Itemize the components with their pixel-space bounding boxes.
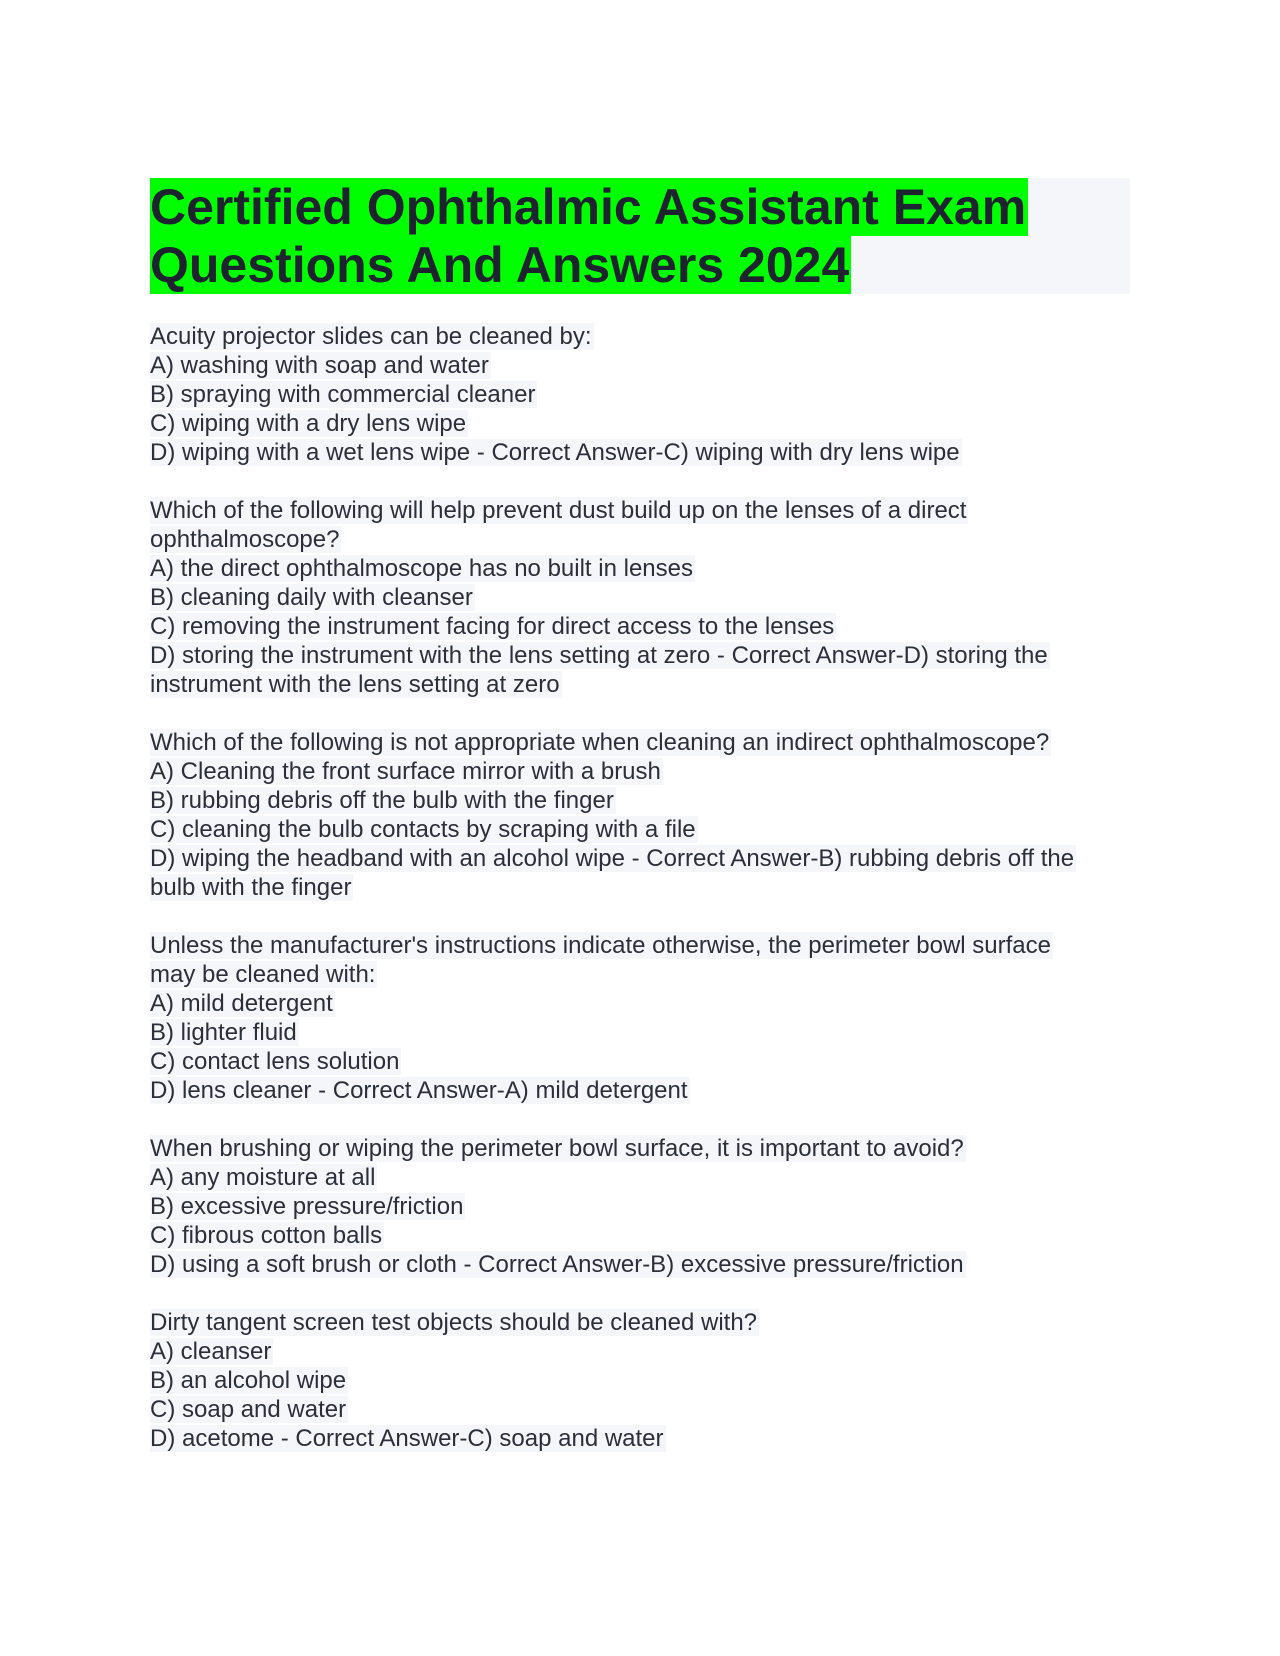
question-block <box>150 728 1130 902</box>
answer-option-text: D) using a soft brush or cloth - Correct Answer-B) excessive pressure/friction <box>150 1251 964 1278</box>
question-line <box>150 960 1130 989</box>
answer-option-text: B) excessive pressure/friction <box>150 1193 464 1220</box>
question-line <box>150 554 1130 583</box>
question-line <box>150 351 1130 380</box>
question-line <box>150 1076 1130 1105</box>
question-line <box>150 1250 1130 1279</box>
answer-option-text: A) mild detergent <box>150 990 333 1017</box>
answer-option-text: A) washing with soap and water <box>150 352 489 379</box>
question-block <box>150 1134 1130 1279</box>
question-line <box>150 496 1130 525</box>
question-line <box>150 815 1130 844</box>
answer-option-text: C) fibrous cotton balls <box>150 1222 383 1249</box>
question-line <box>150 1424 1130 1453</box>
question-line <box>150 1308 1130 1337</box>
question-line <box>150 1163 1130 1192</box>
question-line <box>150 786 1130 815</box>
question-text: Dirty tangent screen test objects should be cleaned with? <box>150 1309 758 1336</box>
question-line <box>150 612 1130 641</box>
answer-option-text: bulb with the finger <box>150 874 352 901</box>
answer-option-text: B) rubbing debris off the bulb with the finger <box>150 787 614 814</box>
question-line <box>150 583 1130 612</box>
answer-option-text: B) lighter fluid <box>150 1019 297 1046</box>
question-text: Unless the manufacturer's instructions indicate otherwise, the perimeter bowl surface <box>150 932 1051 959</box>
question-line <box>150 989 1130 1018</box>
question-line <box>150 728 1130 757</box>
answer-option-text: C) removing the instrument facing for direct access to the lenses <box>150 613 835 640</box>
answer-option-text: B) cleaning daily with cleanser <box>150 584 473 611</box>
answer-option-text: C) soap and water <box>150 1396 347 1423</box>
question-list <box>150 322 1130 1453</box>
answer-option-text: instrument with the lens setting at zero <box>150 671 560 698</box>
answer-option-text: D) wiping with a wet lens wipe - Correct Answer-C) wiping with dry lens wipe <box>150 439 960 466</box>
answer-option-text: D) lens cleaner - Correct Answer-A) mild detergent <box>150 1077 688 1104</box>
answer-option-text: B) spraying with commercial cleaner <box>150 381 536 408</box>
question-text: Acuity projector slides can be cleaned by: <box>150 323 592 350</box>
question-line <box>150 1018 1130 1047</box>
answer-option-text: A) cleanser <box>150 1338 272 1365</box>
question-line <box>150 1366 1130 1395</box>
question-block <box>150 322 1130 467</box>
question-text: When brushing or wiping the perimeter bowl surface, it is important to avoid? <box>150 1135 964 1162</box>
question-line <box>150 438 1130 467</box>
question-line <box>150 1192 1130 1221</box>
title-line-1: Certified Ophthalmic Assistant Exam <box>150 179 1027 235</box>
answer-option-text: B) an alcohol wipe <box>150 1367 347 1394</box>
question-line <box>150 380 1130 409</box>
question-text: Which of the following will help prevent dust build up on the lenses of a direct <box>150 497 967 524</box>
question-line <box>150 322 1130 351</box>
question-line <box>150 1337 1130 1366</box>
answer-option-text: ophthalmoscope? <box>150 526 340 553</box>
question-line <box>150 931 1130 960</box>
question-line <box>150 757 1130 786</box>
answer-option-text: C) wiping with a dry lens wipe <box>150 410 467 437</box>
question-line <box>150 1134 1130 1163</box>
question-line <box>150 1221 1130 1250</box>
question-line <box>150 525 1130 554</box>
question-line <box>150 1047 1130 1076</box>
document-title <box>150 178 1130 294</box>
question-block <box>150 1308 1130 1453</box>
answer-option-text: D) acetome - Correct Answer-C) soap and water <box>150 1425 664 1452</box>
question-text: Which of the following is not appropriate when cleaning an indirect ophthalmoscope? <box>150 729 1050 756</box>
document-page <box>150 178 1130 1482</box>
answer-option-text: D) storing the instrument with the lens setting at zero - Correct Answer-D) storing the <box>150 642 1048 669</box>
answer-option-text: D) wiping the headband with an alcohol wipe - Correct Answer-B) rubbing debris off the <box>150 845 1075 872</box>
question-line <box>150 409 1130 438</box>
question-line <box>150 670 1130 699</box>
answer-option-text: may be cleaned with: <box>150 961 376 988</box>
answer-option-text: C) cleaning the bulb contacts by scraping with a file <box>150 816 696 843</box>
question-line <box>150 1395 1130 1424</box>
answer-option-text: A) Cleaning the front surface mirror with a brush <box>150 758 661 785</box>
question-line <box>150 641 1130 670</box>
question-line <box>150 873 1130 902</box>
question-block <box>150 931 1130 1105</box>
title-line-2: Questions And Answers 2024 <box>150 237 850 293</box>
answer-option-text: A) any moisture at all <box>150 1164 376 1191</box>
answer-option-text: A) the direct ophthalmoscope has no built in lenses <box>150 555 693 582</box>
question-block <box>150 496 1130 699</box>
question-line <box>150 844 1130 873</box>
answer-option-text: C) contact lens solution <box>150 1048 400 1075</box>
